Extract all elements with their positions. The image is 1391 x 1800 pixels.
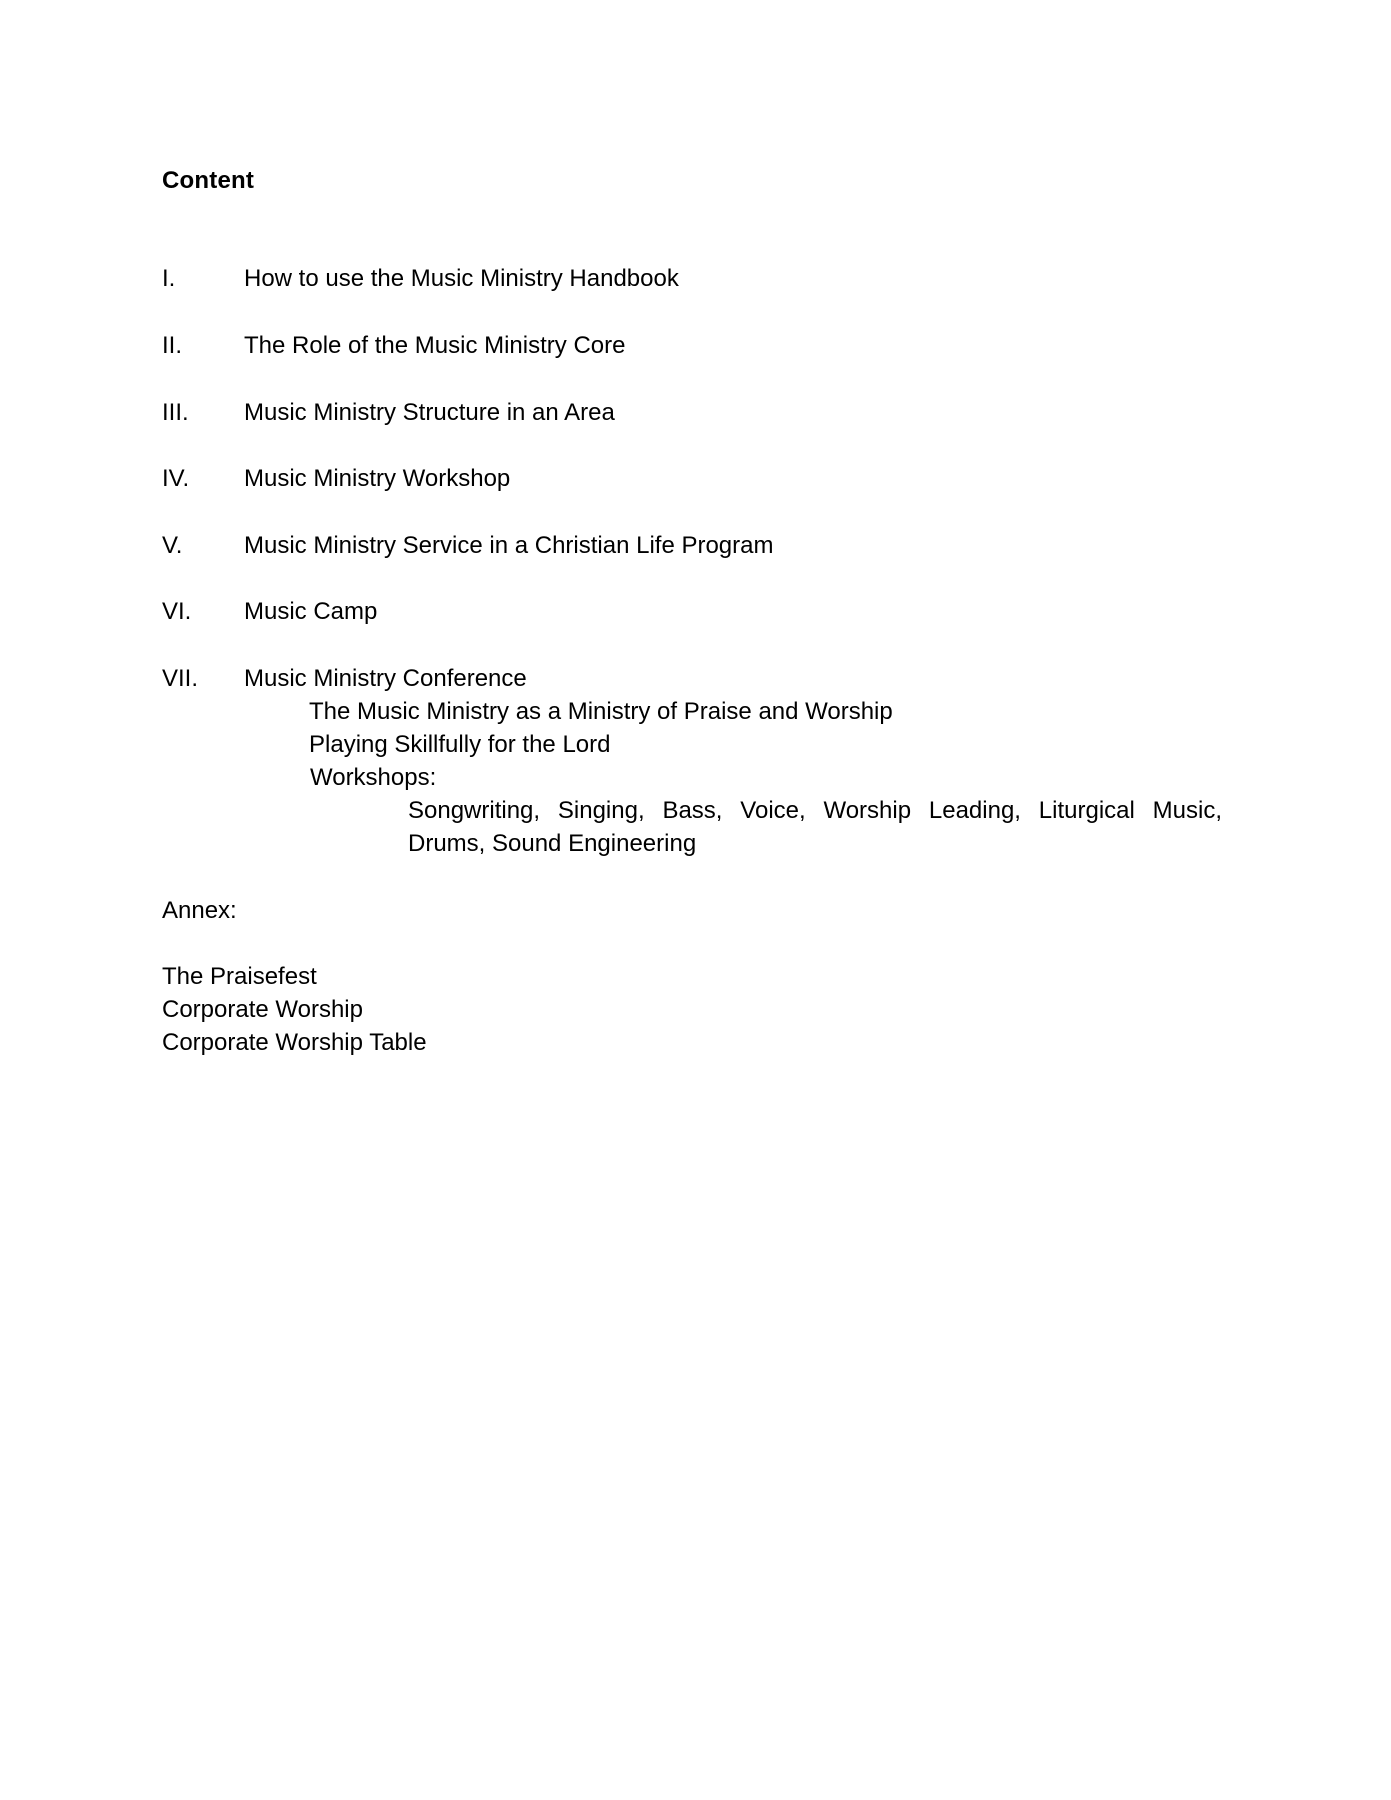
- toc-item-text: Music Ministry Conference: [244, 665, 527, 692]
- page-title: Content: [162, 167, 255, 194]
- toc-item-text: Music Ministry Workshop: [244, 465, 511, 492]
- toc-item-text: The Role of the Music Ministry Core: [244, 332, 626, 359]
- workshops-list: Songwriting, Singing, Bass, Voice, Worship Leading, Liturgical Music, Drums, Sound Engineering: [408, 797, 1222, 857]
- annex-item: Corporate Worship Table: [162, 1029, 427, 1056]
- toc-item-number: VII.: [162, 665, 199, 692]
- toc-item-number: IV.: [162, 465, 190, 492]
- toc-item-text: Music Ministry Service in a Christian Life Program: [244, 532, 774, 559]
- toc-item-number: V.: [162, 532, 183, 559]
- toc-item-text: How to use the Music Ministry Handbook: [244, 265, 679, 292]
- annex-item: Corporate Worship: [162, 996, 363, 1023]
- toc-item-number: I.: [162, 265, 176, 292]
- toc-item-number: II.: [162, 332, 183, 359]
- conference-subitem: Playing Skillfully for the Lord: [309, 731, 611, 758]
- conference-subitem: Workshops:: [310, 764, 437, 791]
- toc-item-text: Music Camp: [244, 598, 378, 625]
- annex-label: Annex:: [162, 897, 237, 924]
- annex-item: The Praisefest: [162, 963, 317, 990]
- toc-item-number: III.: [162, 399, 189, 426]
- conference-subitem: The Music Ministry as a Ministry of Praise and Worship: [309, 698, 893, 725]
- toc-item-number: VI.: [162, 598, 192, 625]
- toc-item-text: Music Ministry Structure in an Area: [244, 399, 615, 426]
